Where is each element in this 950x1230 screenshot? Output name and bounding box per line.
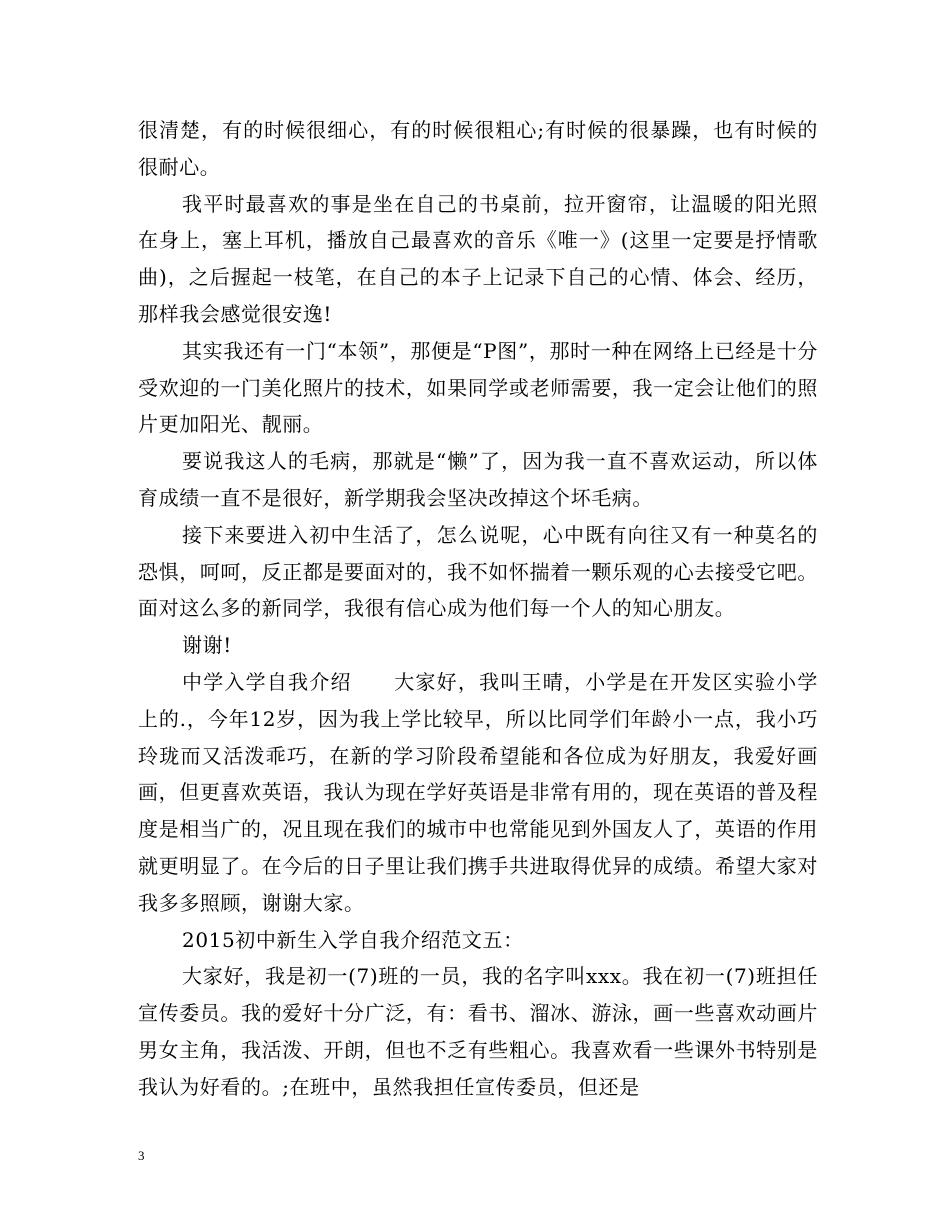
- paragraph-1: 很清楚，有的时候很细心，有的时候很粗心;有时候的很暴躁，也有时候的很耐心。: [138, 118, 818, 179]
- page-number: 3: [138, 1148, 145, 1163]
- paragraph-8: 2015初中新生入学自我介绍范文五：: [182, 927, 524, 952]
- paragraph-4: 要说我这人的毛病，那就是“懒”了，因为我一直不喜欢运动，所以体育成绩一直不是很好，新学期我会坚决改掉这个坏毛病。: [138, 449, 818, 510]
- document-body: [138, 112, 818, 1106]
- paragraph-2: 我平时最喜欢的事是坐在自己的书桌前，拉开窗帘，让温暖的阳光照在身上，塞上耳机，播放自己最喜欢的音乐《唯一》(这里一定要是抒情歌曲)，之后握起一枝笔，在自己的本子上记录下自己的心情、体会、经历，那样我会感觉很安逸!: [138, 191, 818, 326]
- paragraph-5: 接下来要进入初中生活了，怎么说呢，心中既有向往又有一种莫名的恐惧，呵呵，反正都是要面对的，我不如怀揣着一颗乐观的心去接受它吧。面对这么多的新同学，我很有信心成为他们每一个人的知心朋友。: [138, 522, 818, 621]
- paragraph-9: 大家好，我是初一(7)班的一员，我的名字叫xxx。我在初一(7)班担任宣传委员。我的爱好十分广泛，有：看书、溜冰、游泳，画一些喜欢动画片男女主角，我活泼、开朗，但也不乏有些粗心。我喜欢看一些课外书特别是我认为好看的。;在班中，虽然我担任宣传委员，但还是: [138, 964, 818, 1099]
- paragraph-6: 谢谢!: [182, 633, 232, 658]
- paragraph-3: 其实我还有一门“本领”，那便是“P图”，那时一种在网络上已经是十分受欢迎的一门美化照片的技术，如果同学或老师需要，我一定会让他们的照片更加阳光、靓丽。: [138, 338, 818, 437]
- paragraph-7: 中学入学自我介绍 大家好，我叫王晴，小学是在开发区实验小学上的.，今年12岁，因为我上学比较早，所以比同学们年龄小一点，我小巧玲珑而又活泼乖巧，在新的学习阶段希望能和各位成为好朋友，我爱好画画，但更喜欢英语，我认为现在学好英语是非常有用的，现在英语的普及程度是相当广的，况且现在我们的城市中也常能见到外国友人了，英语的作用就更明显了。在今后的日子里让我们携手共进取得优异的成绩。希望大家对我多多照顾，谢谢大家。: [138, 669, 818, 915]
